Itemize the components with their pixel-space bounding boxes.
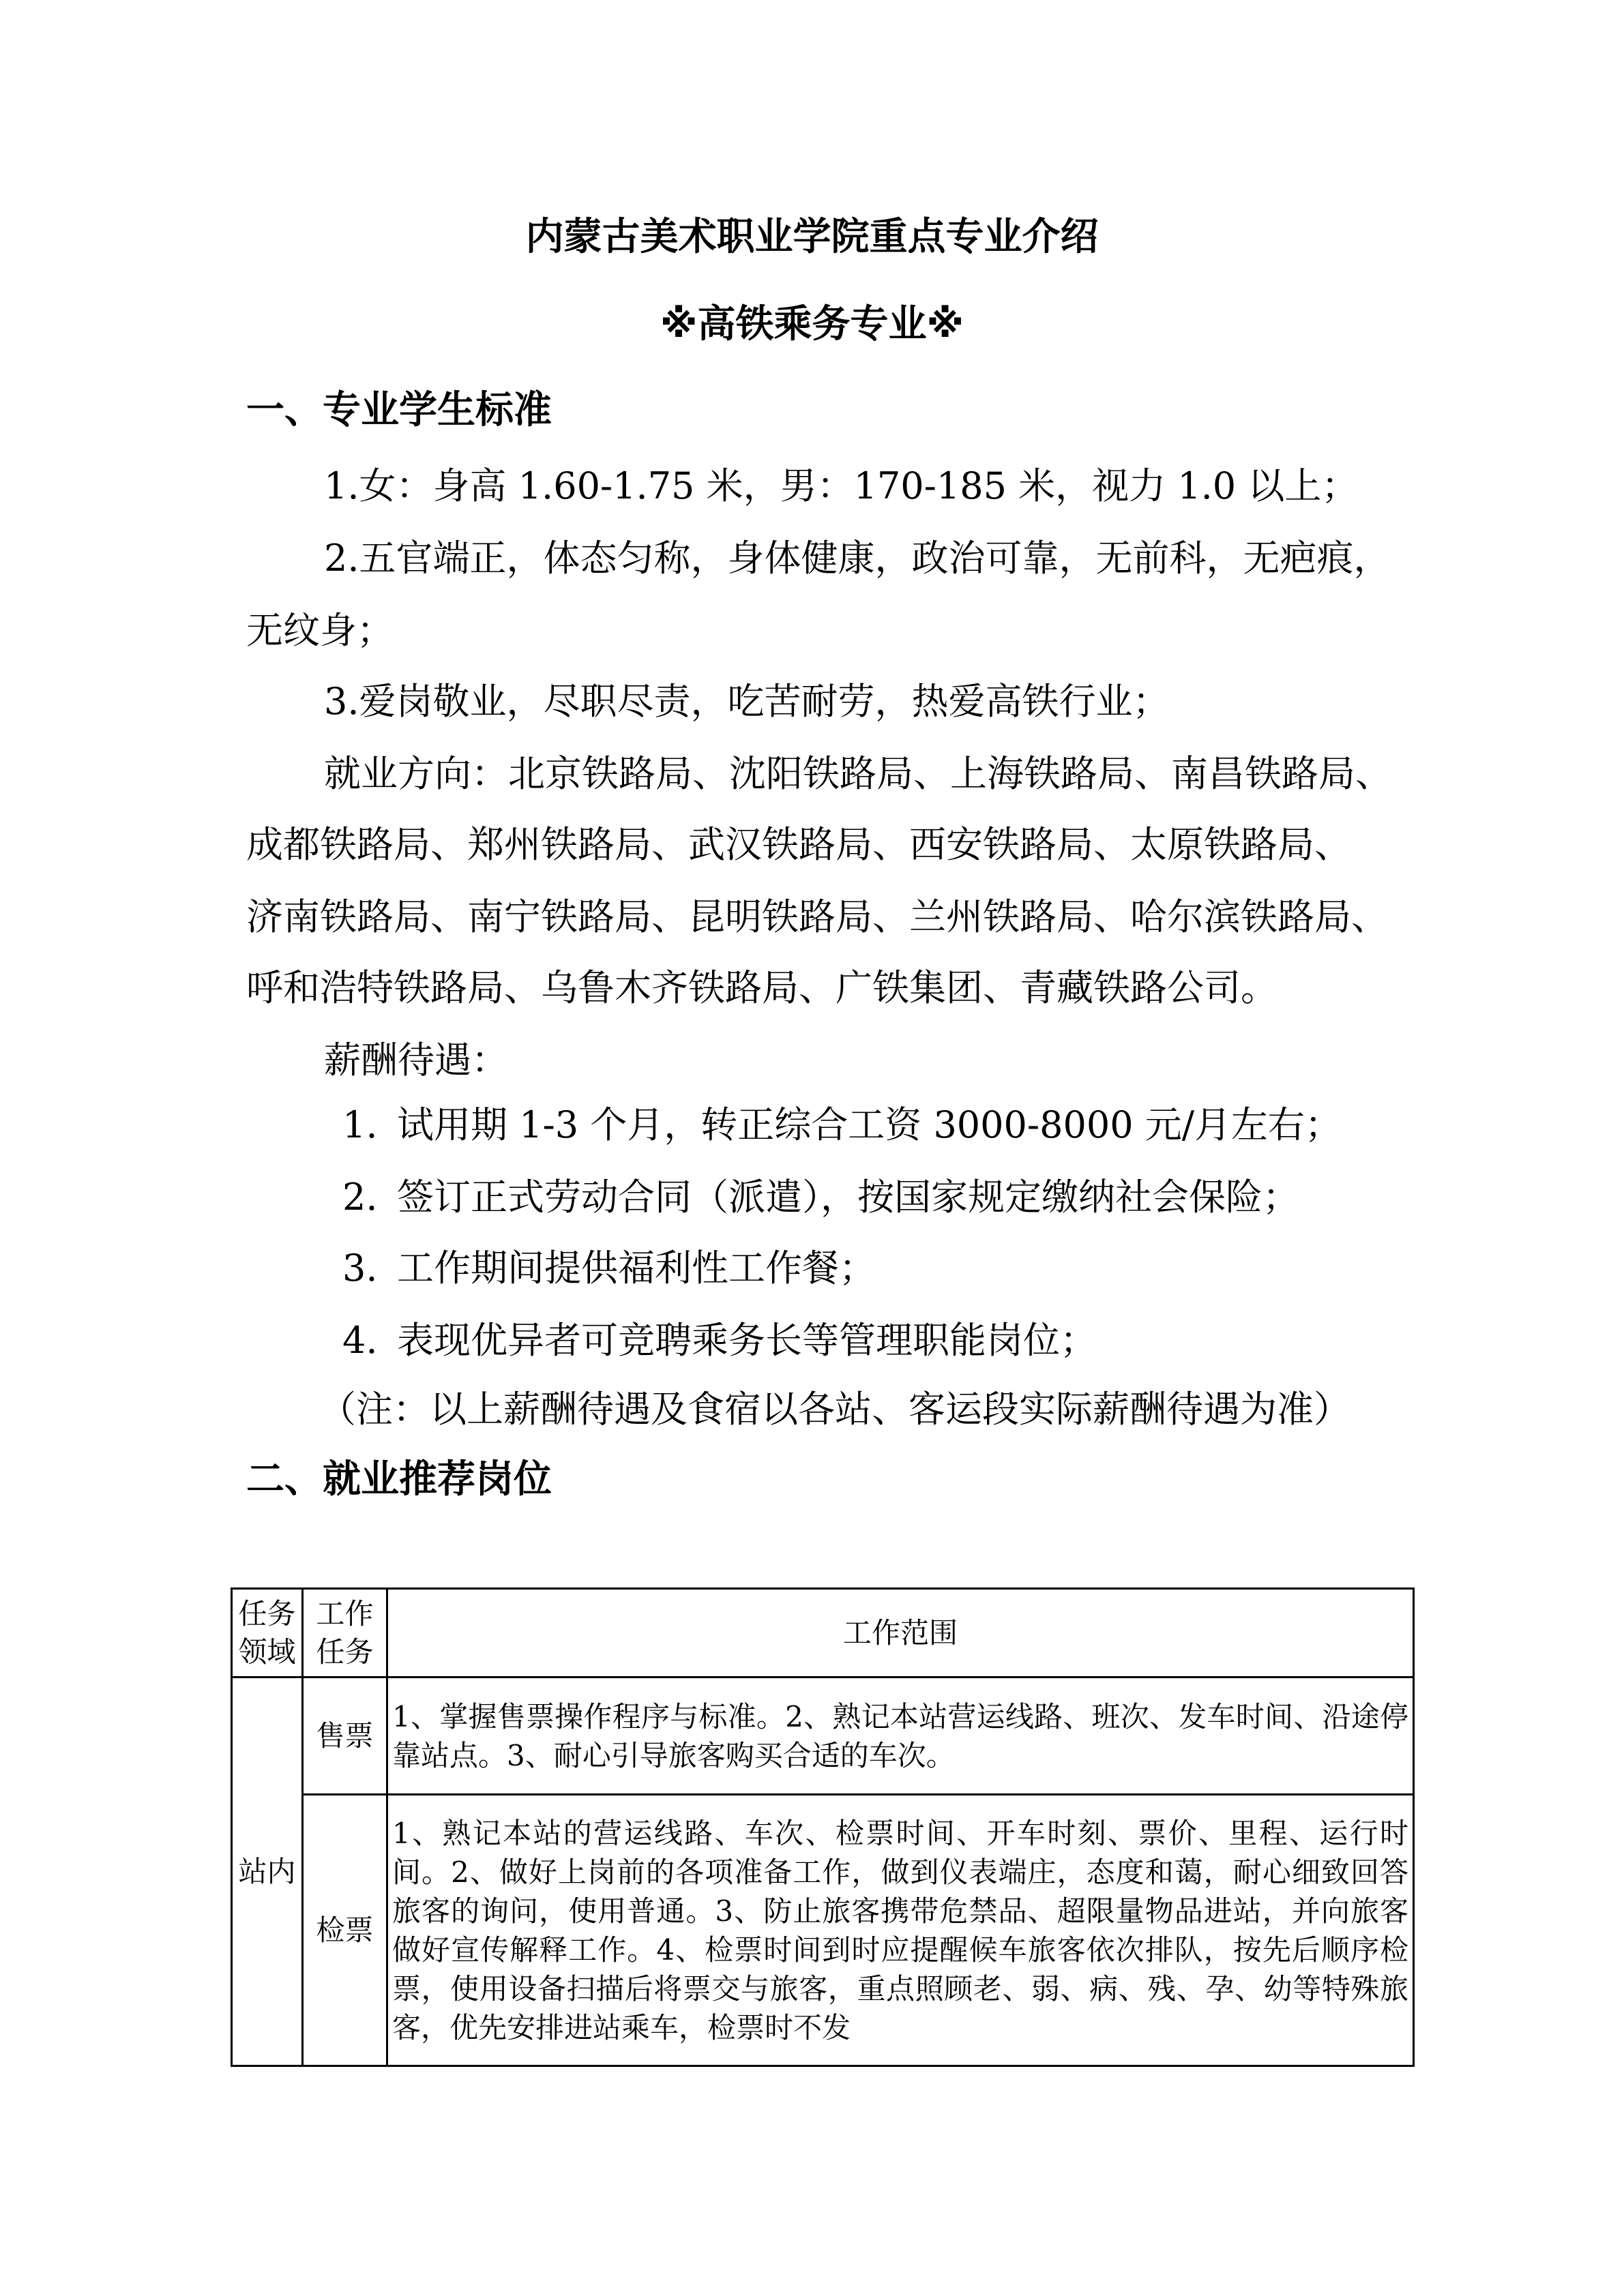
task-cell: 检票 [303, 1795, 387, 2066]
salary-note: （注：以上薪酬待遇及食宿以各站、客运段实际薪酬待遇为准） [319, 1388, 1350, 1431]
section-heading-positions: 二、就业推荐岗位 [246, 1457, 552, 1502]
table-header-row [232, 1589, 1414, 1678]
header-text: 任务 [316, 1635, 374, 1669]
salary-item-text: 试用期 1-3 个月，转正综合工资 3000-8000 元/月左右； [397, 1103, 1342, 1146]
document-subtitle: ※高铁乘务专业※ [660, 302, 964, 346]
requirement-1: 1.女：身高 1.60-1.75 米，男：170-185 米，视力 1.0 以上； [324, 464, 1359, 507]
header-task-domain [232, 1589, 303, 1678]
domain-cell: 站内 [232, 1678, 303, 2066]
requirement-2-line2: 无纹身； [246, 609, 394, 652]
table-row [232, 1678, 1414, 1795]
employment-direction-line3: 济南铁路局、南宁铁路局、昆明铁路局、兰州铁路局、哈尔滨铁路局、 [246, 895, 1388, 938]
employment-direction-line2: 成都铁路局、郑州铁路局、武汉铁路局、西安铁路局、太原铁路局、 [246, 823, 1351, 866]
task-cell: 售票 [303, 1678, 387, 1795]
salary-item-text: 表现优异者可竞聘乘务长等管理职能岗位； [397, 1319, 1097, 1362]
salary-item-number: 3. [342, 1247, 378, 1289]
salary-item-number: 2. [342, 1176, 378, 1219]
scope-cell: 1、熟记本站的营运线路、车次、检票时间、开车时刻、票价、里程、运行时间。2、做好上岗前的各项准备工作，做到仪表端庄，态度和蔼，耐心细致回答旅客的询问，使用普通。3、防止旅客携带危禁品、超限量物品进站，并向旅客做好宣传解释工作。4、检票时间到时应提醒候车旅客依次排队，按先后顺序检票，使用设备扫描后将票交与旅客，重点照顾老、弱、病、残、孕、幼等特殊旅客，优先安排进站乘车，检票时不发 [387, 1795, 1414, 2066]
section-heading-standards: 一、专业学生标准 [246, 388, 552, 432]
header-text: 工作 [316, 1596, 374, 1630]
employment-direction-line1: 就业方向：北京铁路局、沈阳铁路局、上海铁路局、南昌铁路局、 [324, 752, 1392, 795]
salary-item-3 [342, 1241, 876, 1296]
header-text: 领域 [238, 1635, 296, 1669]
scope-cell: 1、掌握售票操作程序与标准。2、熟记本站营运线路、班次、发车时间、沿途停靠站点。3、耐心引导旅客购买合适的车次。 [387, 1678, 1414, 1795]
salary-item-text: 工作期间提供福利性工作餐； [397, 1247, 876, 1289]
salary-item-4 [342, 1313, 1097, 1368]
positions-table [231, 1587, 1415, 2067]
requirement-3: 3.爱岗敬业，尽职尽责，吃苦耐劳，热爱高铁行业； [324, 680, 1170, 723]
salary-item-1 [342, 1098, 1342, 1152]
salary-item-2 [342, 1170, 1299, 1225]
salary-item-number: 4. [342, 1319, 378, 1362]
header-work-scope: 工作范围 [387, 1589, 1414, 1678]
salary-item-text: 签订正式劳动合同（派遣），按国家规定缴纳社会保险； [397, 1176, 1299, 1219]
header-text: 任务 [238, 1596, 296, 1630]
header-work-task [303, 1589, 387, 1678]
table-row [232, 1795, 1414, 2066]
employment-direction-line4: 呼和浩特铁路局、乌鲁木齐铁路局、广铁集团、青藏铁路公司。 [246, 966, 1278, 1009]
salary-item-number: 1. [342, 1103, 378, 1146]
salary-label: 薪酬待遇： [324, 1039, 508, 1082]
document-title: 内蒙古美术职业学院重点专业介绍 [525, 215, 1099, 259]
requirement-2-line1: 2.五官端正，体态匀称，身体健康，政治可靠，无前科，无疤痕， [324, 537, 1391, 580]
